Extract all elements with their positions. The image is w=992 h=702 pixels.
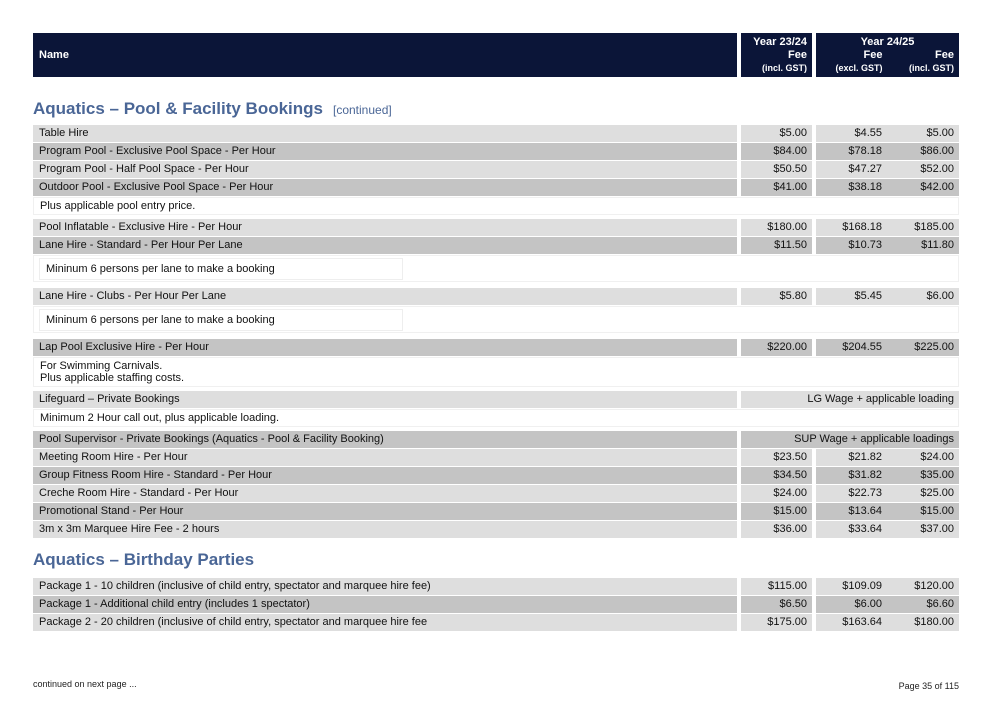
fee-note [33, 255, 959, 282]
fee-y1-incl: $11.50 [741, 237, 812, 254]
fee-wage-note: SUP Wage + applicable loadings [741, 431, 959, 448]
fee-y2-excl: $5.45 [816, 288, 887, 305]
continued-on-next-page: continued on next page ... [33, 679, 137, 689]
fee-name: Promotional Stand - Per Hour [33, 503, 737, 520]
fee-y2-incl: $180.00 [887, 614, 959, 631]
fee-y2-incl: $37.00 [887, 521, 959, 538]
fee-row [33, 431, 959, 448]
fee-y1-incl: $180.00 [741, 219, 812, 236]
fee-row [33, 596, 959, 613]
section-title-text: Aquatics – Pool & Facility Bookings [33, 99, 323, 118]
fee-row [33, 614, 959, 631]
fee-y2-incl: $25.00 [887, 485, 959, 502]
fee-name: Table Hire [33, 125, 737, 142]
fee-y2-excl: $109.09 [816, 578, 887, 595]
fee-y2-incl: $185.00 [887, 219, 959, 236]
fee-y2-incl: $24.00 [887, 449, 959, 466]
fee-row [33, 339, 959, 356]
fee-note-line: For Swimming Carnivals. [40, 360, 163, 372]
fee-y1-incl: $15.00 [741, 503, 812, 520]
fee-name: Meeting Room Hire - Per Hour [33, 449, 737, 466]
fee-note [33, 357, 959, 387]
fee-row [33, 288, 959, 305]
fee-row [33, 449, 959, 466]
fee-note-text: Mininum 6 persons per lane to make a booking [39, 258, 403, 280]
fee-y2-excl: $13.64 [816, 503, 887, 520]
fee-name: Group Fitness Room Hire - Standard - Per Hour [33, 467, 737, 484]
continued-label: [continued] [333, 103, 392, 117]
fee-y2-incl: $6.00 [887, 288, 959, 305]
fee-name: Lane Hire - Clubs - Per Hour Per Lane [33, 288, 737, 305]
fee-row [33, 467, 959, 484]
fee-y2-excl: $47.27 [816, 161, 887, 178]
fee-name: Pool Inflatable - Exclusive Hire - Per Hour [33, 219, 737, 236]
fee-y1-incl: $5.00 [741, 125, 812, 142]
fee-note [33, 306, 959, 333]
fee-y2-excl: $38.18 [816, 179, 887, 196]
fee-name: Outdoor Pool - Exclusive Pool Space - Per Hour [33, 179, 737, 196]
column-header-name: Name [33, 33, 737, 77]
fee-y2-incl: $86.00 [887, 143, 959, 160]
fee-row [33, 521, 959, 538]
fee-row [33, 161, 959, 178]
fee-name: Lap Pool Exclusive Hire - Per Hour [33, 339, 737, 356]
fee-y2-excl: $6.00 [816, 596, 887, 613]
fee-y2-excl: $21.82 [816, 449, 887, 466]
fee-y2-excl: $22.73 [816, 485, 887, 502]
fee-y1-incl: $23.50 [741, 449, 812, 466]
column-header-year-23-24 [741, 33, 812, 77]
fee-name: Package 1 - Additional child entry (includes 1 spectator) [33, 596, 737, 613]
fee-row [33, 125, 959, 142]
fee-name: Program Pool - Half Pool Space - Per Hour [33, 161, 737, 178]
fee-note: Minimum 2 Hour call out, plus applicable loading. [33, 409, 959, 427]
section-title-pool-facility-bookings [33, 99, 392, 119]
fee-note-text: Mininum 6 persons per lane to make a booking [39, 309, 403, 331]
fee-y2-incl: $11.80 [887, 237, 959, 254]
fee-label: Fee [935, 49, 954, 61]
fee-row [33, 485, 959, 502]
fee-row [33, 179, 959, 196]
year-label: Year 23/24 [753, 36, 807, 48]
fee-note-line: Plus applicable staffing costs. [40, 372, 185, 384]
fee-label: Fee [863, 49, 883, 61]
fee-name: Creche Room Hire - Standard - Per Hour [33, 485, 737, 502]
fee-y1-incl: $24.00 [741, 485, 812, 502]
gst-incl-label: (incl. GST) [909, 63, 954, 73]
fee-y1-incl: $5.80 [741, 288, 812, 305]
fee-y2-incl: $6.60 [887, 596, 959, 613]
fee-name: Lifeguard – Private Bookings [33, 391, 737, 408]
fee-y2-incl: $120.00 [887, 578, 959, 595]
fee-y2-incl: $35.00 [887, 467, 959, 484]
page-number: Page 35 of 115 [898, 681, 959, 691]
column-header-year-24-25 [816, 33, 959, 77]
fee-name: Lane Hire - Standard - Per Hour Per Lane [33, 237, 737, 254]
fee-y1-incl: $84.00 [741, 143, 812, 160]
fee-wage-note: LG Wage + applicable loading [741, 391, 959, 408]
fee-y2-excl: $33.64 [816, 521, 887, 538]
fee-name: Program Pool - Exclusive Pool Space - Per Hour [33, 143, 737, 160]
fee-name: Package 2 - 20 children (inclusive of child entry, spectator and marquee hire fee [33, 614, 737, 631]
fee-y2-excl: $168.18 [816, 219, 887, 236]
fee-note: Plus applicable pool entry price. [33, 197, 959, 215]
fee-row [33, 578, 959, 595]
fee-y2-incl: $52.00 [887, 161, 959, 178]
fee-y2-excl: $4.55 [816, 125, 887, 142]
gst-excl-label: (excl. GST) [835, 63, 883, 73]
fee-label: Fee [788, 49, 807, 61]
fee-y1-incl: $6.50 [741, 596, 812, 613]
fee-y2-incl: $225.00 [887, 339, 959, 356]
fee-y1-incl: $175.00 [741, 614, 812, 631]
fee-name: Pool Supervisor - Private Bookings (Aquatics - Pool & Facility Booking) [33, 431, 737, 448]
fee-y1-incl: $41.00 [741, 179, 812, 196]
gst-label: (incl. GST) [762, 63, 807, 73]
fee-y2-incl: $42.00 [887, 179, 959, 196]
fee-y1-incl: $220.00 [741, 339, 812, 356]
year-label: Year 24/25 [860, 36, 915, 48]
fee-y1-incl: $115.00 [741, 578, 812, 595]
fee-row [33, 237, 959, 254]
fee-row [33, 143, 959, 160]
fee-y2-incl: $5.00 [887, 125, 959, 142]
fee-name: Package 1 - 10 children (inclusive of child entry, spectator and marquee hire fee) [33, 578, 737, 595]
fee-y2-excl: $31.82 [816, 467, 887, 484]
fee-y2-excl: $163.64 [816, 614, 887, 631]
fee-y2-excl: $78.18 [816, 143, 887, 160]
fee-y1-incl: $50.50 [741, 161, 812, 178]
fee-name: 3m x 3m Marquee Hire Fee - 2 hours [33, 521, 737, 538]
fee-y1-incl: $36.00 [741, 521, 812, 538]
fee-y2-incl: $15.00 [887, 503, 959, 520]
fee-y2-excl: $10.73 [816, 237, 887, 254]
section-title-text: Aquatics – Birthday Parties [33, 550, 255, 569]
fee-row [33, 391, 959, 408]
section-title-birthday-parties [33, 550, 254, 570]
fee-row [33, 219, 959, 236]
fee-y1-incl: $34.50 [741, 467, 812, 484]
fee-y2-excl: $204.55 [816, 339, 887, 356]
fee-row [33, 503, 959, 520]
